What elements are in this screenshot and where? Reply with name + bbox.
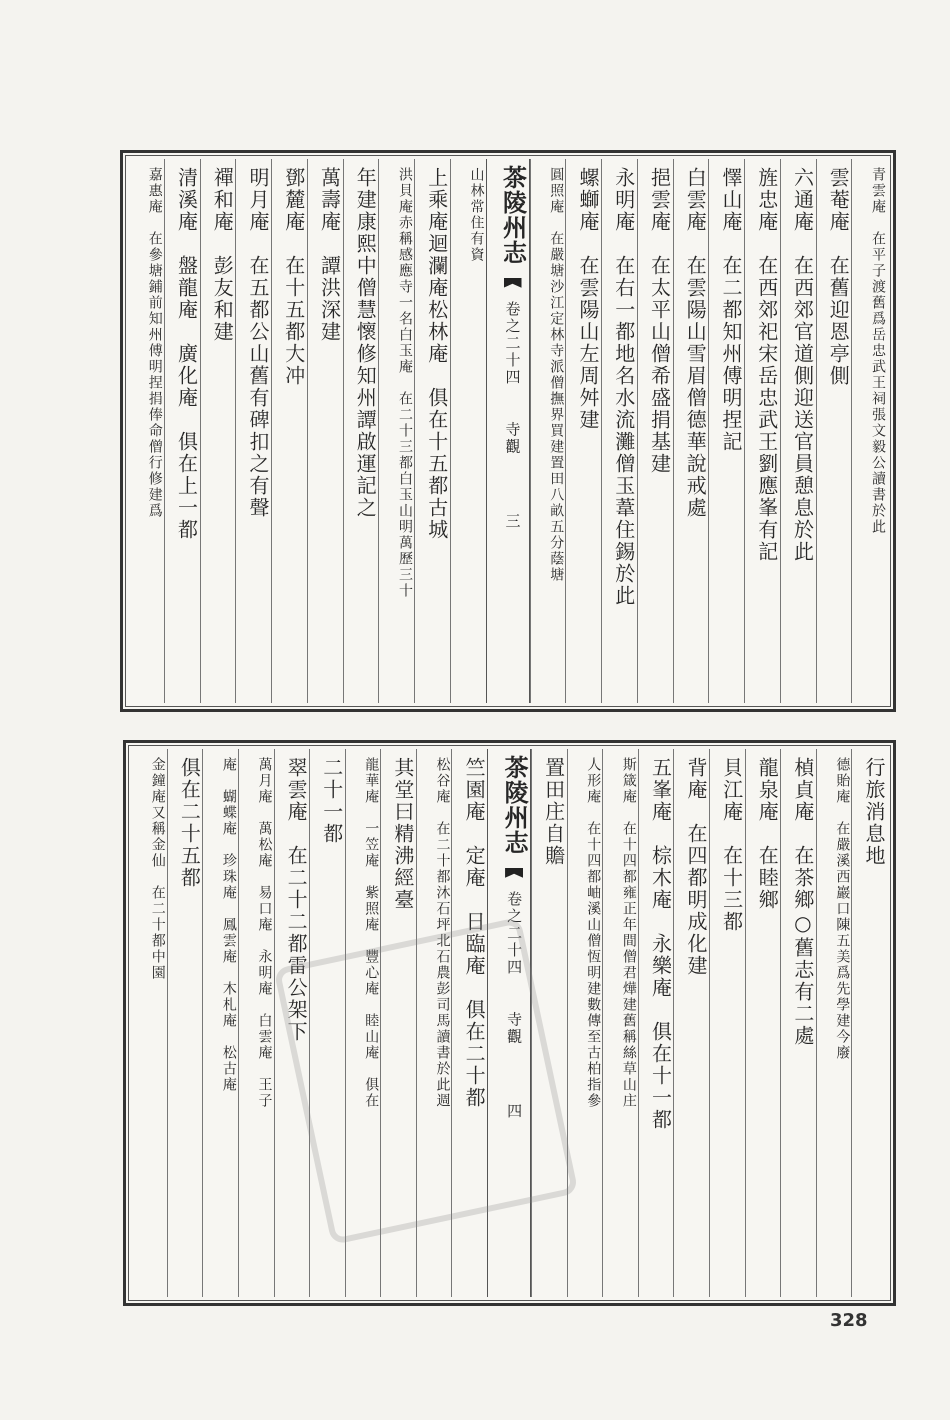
text-column: 懌山庵 在二都知州傅明捏記: [708, 159, 744, 703]
text-column: 青雲庵 在平子渡舊爲岳忠武王祠張文毅公讀書於此: [851, 159, 887, 703]
center-fold: [486, 159, 530, 703]
text-column: 挹雲庵 在太平山僧希盛捐基建: [637, 159, 673, 703]
text-column: 洪貝庵赤稱感應寺一名白玉庵 在二十三都白玉山明萬歷三十: [378, 159, 414, 703]
top-page-columns: [129, 159, 887, 703]
text-column: 山林常住有資: [450, 159, 486, 703]
book-title: 茶陵州志: [500, 755, 530, 855]
text-column: 竺園庵 定庵 日臨庵 俱在二十都: [451, 749, 487, 1297]
text-column: 圓照庵 在嚴塘沙江定林寺派僧撫界買建置田八畝五分蔭塘: [530, 159, 566, 703]
text-column: 龍泉庵 在睦鄉: [745, 749, 781, 1297]
text-column: 楨貞庵 在茶鄉○舊志有二處: [780, 749, 816, 1297]
book-title: 茶陵州志: [498, 165, 528, 265]
text-column: 松谷庵 在二十都沐石坪北石農彭司馬讀書於此週: [416, 749, 452, 1297]
bottom-page: [123, 740, 896, 1306]
center-fold: [487, 749, 531, 1297]
text-column: 五峯庵 棕木庵 永樂庵 俱在十一都: [638, 749, 674, 1297]
text-column: 人形庵 在十四都岫溪山僧恆明建數傳至古柏指參: [567, 749, 603, 1297]
text-column: 六通庵 在西郊官道側迎送官員憩息於此: [780, 159, 816, 703]
text-column: 清溪庵 盤龍庵 廣化庵 俱在上一都: [164, 159, 200, 703]
text-column: 翠雲庵 在二十二都雷公架下: [274, 749, 310, 1297]
fish-tail-mark-icon: [505, 868, 523, 878]
text-column: 德貽庵 在嚴溪西巖口陳五美爲先學建今廢: [816, 749, 852, 1297]
text-column: 嘉惠庵 在參塘鋪前知州傅明捏捐俸命僧行修建爲: [146, 167, 163, 519]
volume-label: 卷之二十四: [503, 300, 522, 386]
text-column: 年建康熙中僧慧懷修知州譚啟運記之: [343, 159, 379, 703]
text-column: 其堂曰精沸經臺: [380, 749, 416, 1297]
text-column: 雲菴庵 在舊迎恩亭側: [816, 159, 852, 703]
volume-label: 卷之二十四: [505, 890, 524, 976]
bottom-page-columns: [132, 749, 887, 1297]
text-column: 背庵 在四都明成化建: [673, 749, 709, 1297]
folio-number: 四: [505, 1102, 524, 1120]
text-column: 禪和庵 彭友和建: [200, 159, 236, 703]
text-column: 螺螄庵 在雲陽山左周舛建: [565, 159, 601, 703]
text-column: 俱在二十五都: [167, 749, 203, 1297]
text-column: 龍華庵 一笠庵 紫照庵 豐心庵 睦山庵 俱在: [345, 749, 381, 1297]
text-column: 行旅消息地: [851, 749, 887, 1297]
text-column: 白雲庵 在雲陽山雪眉僧德華說戒處: [673, 159, 709, 703]
top-page: [120, 150, 896, 712]
text-column: 上乘庵迴瀾庵松林庵 俱在十五都古城: [414, 159, 450, 703]
text-column: 斯箴庵 在十四都雍正年間僧君燁建舊稱絲草山庄: [602, 749, 638, 1297]
text-column: 貝江庵 在十三都: [709, 749, 745, 1297]
text-column: 庵 蝴蝶庵 珍珠庵 鳳雲庵 木札庵 松古庵: [202, 749, 238, 1297]
folio-number: 三: [503, 512, 522, 530]
text-column: 旌忠庵 在西郊祀宋岳忠武王劉應峯有記: [744, 159, 780, 703]
text-column: 永明庵 在右一都地名水流灘僧玉葦住錫於此: [601, 159, 637, 703]
section-label: 寺觀: [505, 1011, 524, 1046]
text-column: 萬月庵 萬松庵 易口庵 永明庵 白雲庵 王子: [238, 749, 274, 1297]
page-number: 328: [830, 1310, 868, 1331]
text-column: 二十一都: [309, 749, 345, 1297]
text-column: 置田庄自贍: [531, 749, 567, 1297]
text-column: 明月庵 在五都公山舊有碑扣之有聲: [235, 159, 271, 703]
fish-tail-mark-icon: [504, 278, 522, 288]
section-label: 寺觀: [503, 421, 522, 456]
text-column: 金鐘庵又稱金仙 在二十都中園: [149, 757, 166, 981]
text-column: 鄧麓庵 在十五都大冲: [271, 159, 307, 703]
text-column: 萬壽庵 譚洪深建: [307, 159, 343, 703]
